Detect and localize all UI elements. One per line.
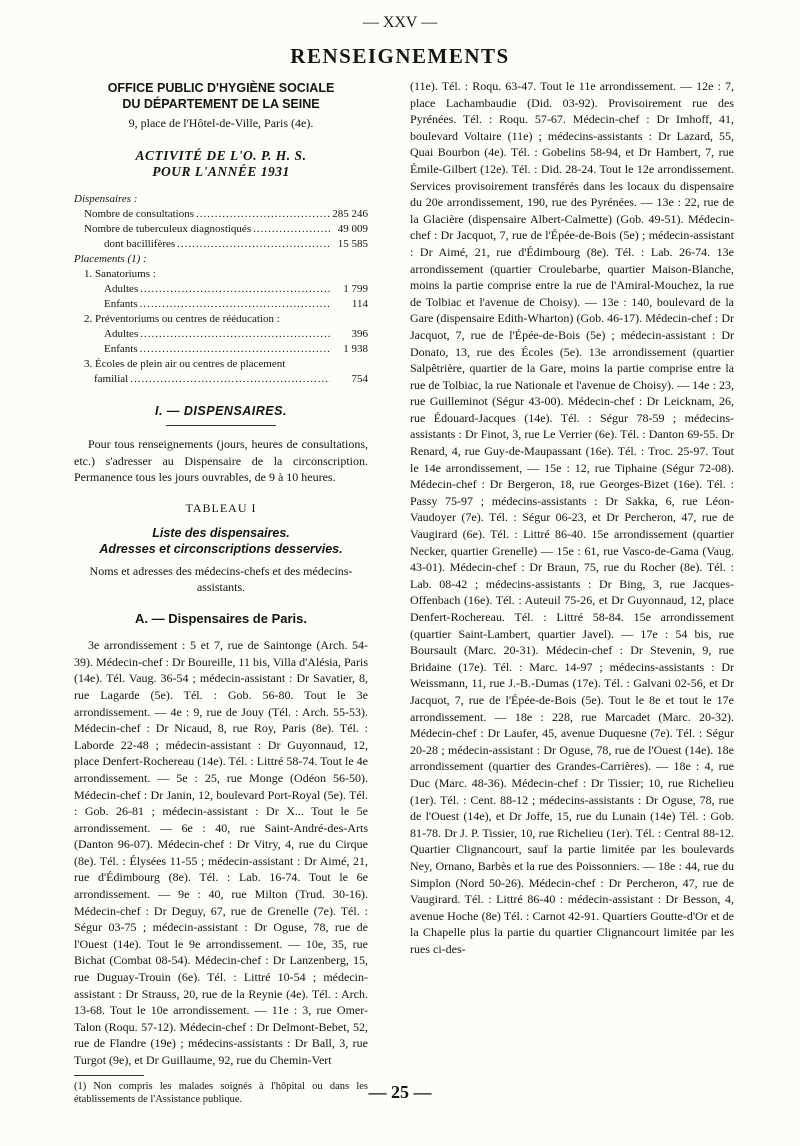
footnote-rule xyxy=(74,1075,144,1076)
stat-value: 114 xyxy=(351,297,368,310)
stat-label: Nombre de tuberculeux diagnostiqués xyxy=(84,222,252,235)
dispensaires-heading: Dispensaires : xyxy=(74,192,138,205)
list-title-line2: Adresses et circonscriptions desservies. xyxy=(99,541,343,556)
roman-page-number: — XXV — xyxy=(362,14,438,31)
stat-value: 1 799 xyxy=(343,282,368,295)
stat-label: Enfants xyxy=(104,297,138,310)
leader-dots xyxy=(140,282,330,297)
office-address: 9, place de l'Hôtel-de-Ville, Paris (4e). xyxy=(128,116,314,130)
stat-value: 49 009 xyxy=(337,222,368,235)
stat-value: 754 xyxy=(351,372,368,385)
leader-dots xyxy=(177,237,330,252)
stat-row-tuberculeux xyxy=(74,222,368,237)
leader-dots xyxy=(140,297,330,312)
stat-label: familial xyxy=(94,372,129,385)
office-title-line2: DU DÉPARTEMENT DE LA SEINE xyxy=(122,97,320,111)
names-note: Noms et adresses des médecins-chefs et des médecins-assistants. xyxy=(89,563,353,594)
stat-row-consultations xyxy=(74,207,368,222)
stat-row-sana-enfants xyxy=(74,297,368,312)
statistics-table xyxy=(74,192,368,387)
activity-line2: POUR L'ANNÉE 1931 xyxy=(152,163,290,179)
left-column xyxy=(74,80,368,1106)
stat-label: Adultes xyxy=(104,327,139,340)
stat-label: Nombre de consultations xyxy=(84,207,194,220)
table-title: TABLEAU I xyxy=(185,500,257,515)
stat-row-prev-adultes xyxy=(74,327,368,342)
stat-row-bacilliferes xyxy=(74,237,368,252)
stat-row-sana-adultes xyxy=(74,282,368,297)
list-title-line1: Liste des dispensaires. xyxy=(152,525,290,540)
leader-dots xyxy=(196,207,330,222)
page-title: RENSEIGNEMENTS xyxy=(290,44,510,68)
sanatoriums-label: 1. Sanatoriums : xyxy=(84,267,156,280)
preventoriums-label: 2. Préventoriums ou centres de rééducation : xyxy=(84,312,280,325)
stat-label: Enfants xyxy=(104,342,138,355)
leader-dots xyxy=(130,372,330,387)
activity-heading xyxy=(74,148,368,180)
activity-line1: ACTIVITÉ DE L'O. P. H. S. xyxy=(135,147,307,163)
stat-row-familial xyxy=(74,372,368,387)
list-title xyxy=(74,525,368,557)
section-rule xyxy=(166,425,276,426)
footnote: (1) Non compris les malades soignés à l'hôpital ou dans les établissements de l'Assistance publique. xyxy=(74,1080,368,1105)
page-number: — 25 — xyxy=(368,1082,432,1102)
office-title xyxy=(74,80,368,112)
sub-heading-paris: A. — Dispensaires de Paris. xyxy=(135,610,307,626)
ecoles-label: 3. Écoles de plein air ou centres de placement xyxy=(84,357,286,370)
dispensaries-list-left: 3e arrondissement : 5 et 7, rue de Saintonge (Arch. 54-39). Médecin-chef : Dr Boureille, 11 bis, Villa d'Alésia, Paris (14e). Tél. Vaug. 36-54 ; médecin-assistant : Dr Savatier, 8, rue Lagarde (5e). Tél. : Gob. 56-80. Tout le 3e arrondissement. — 4e : 9, rue de Jouy (Tél. : Arch. 55-53). Médecin-chef : Dr Nicaud, 8, rue Roy, Paris (8e). Tél. : Laborde 22-48 ; médecin-assistant : Dr Guyonnaud, 12, place Denfert-Rochereau (14e). Tél. : Littré 58-74. Tout le 4e arrondissement. — 5e : 25, rue Monge (Odéon 56-50). Médecin-chef : Dr Janin, 12, boulevard Port-Royal (5e). Tél. : Gob. 26-81 ; médecin-assistant : Dr X... Tout le 5e arrondissement. — 6e : 40, rue Saint-André-des-Arts (Danton 96-07). Médecin-chef : Dr Vitry, 4, rue du Cirque (8e). Tél. : Élysées 11-55 ; médecin-assistant : Dr Aimé, 21, rue d'Édimbourg (8e). Tél. : Lab. 16-74. Tout le 6e arrondissement. — 9e : 40, rue Milton (Trud. 30-16). Médecin-chef : Dr Deguy, 67, rue de Grenelle (7e). Tél. : Ségur 03-75 ; médecin-assistant : Dr Oguse, 78, rue de l'Ouest (14e). Tout le 9e arrondissement. — 10e, 35, rue Bichat (Combat 08-54). Médecin-chef : Dr Lanzenberg, 15, rue Duguay-Trouin (6e). Tél. : Littré 10-54 ; médecin-assistant : Dr Strauss, 20, rue de la Reynie (4e). Tél. : Arch. 13-68. Tout le 10e arrondissement. — 11e : 3, rue Omer-Talon (Roqu. 57-12). Médecin-chef : Dr Delmont-Bebet, 52, rue de Flandre (19e) ; médecins-assistants : Dr Ball, 3, rue Turgot (9e), et Dr Guillaume, 92, rue du Chemin-Vert xyxy=(74,638,368,1067)
stat-row-prev-enfants xyxy=(74,342,368,357)
stat-value: 1 938 xyxy=(343,342,368,355)
section-heading-dispensaires: I. — DISPENSAIRES. xyxy=(155,403,287,418)
leader-dots xyxy=(140,327,330,342)
office-title-line1: OFFICE PUBLIC D'HYGIÈNE SOCIALE xyxy=(107,81,335,95)
placements-heading: Placements (1) : xyxy=(74,252,147,265)
right-column xyxy=(410,78,734,957)
stat-label: dont bacillifères xyxy=(104,237,176,250)
leader-dots xyxy=(253,222,330,237)
stat-label: Adultes xyxy=(104,282,139,295)
leader-dots xyxy=(140,342,330,357)
intro-paragraph: Pour tous renseignements (jours, heures de consultations, etc.) s'adresser au Dispensaire de la circonscription. Permanence tous les jours ouvrables, de 9 à 10 heures. xyxy=(74,437,368,485)
dispensaries-list-right: (11e). Tél. : Roqu. 63-47. Tout le 11e arrondissement. — 12e : 7, place Lachambaudie (Did. 03-92). Provisoirement rue des Pyrénées. Tél. : Roqu. 57-67. Médecin-chef : Dr Imhoff, 41, boulevard Voltaire (11e) ; médecins-assistants : Dr Lazard, 55, Quai Bourbon (4e). Tél. : Gobelins 58-94, et Dr Hambert, 7, rue Émile-Gilbert (12e). Tél. : Did. 28-24. Tout le 12e arrondissement. Services provisoirement transférés dans les locaux du dispensaire du 20e arrondissement, 190, rue des Pyrénées. — 13e : 22, rue de la Glacière (dispensaire Albert-Calmette) (Gob. 49-51). Médecin-chef : Dr Jacquot, 7, rue de l'Épée-de-Bois (5e) ; médecin-assistant : Dr Aimé, 21, rue d'Édimbourg (8e). Tél. : Lab. 26-74. 13e arrondissement (quartier Croulebarbe, quartier Maison-Blanche, moins la partie comprise entre la rue de l'Amiral-Mouchez, la rue de Tolbiac et l'avenue de Choisy). — 13e : 140, boulevard de la Gare (dispensaire Edith-Wharton) (Gob. 46-17). Médecin-chef : Dr Jacquot, 7, rue de l'Épée-de-Bois (5e) ; médecin-assistant : Dr Donato, 13, rue des Écoles (5e). 13e arrondissement (quartier Salpêtrière, quartier de la Gare, moins la partie comprise entre la rue de Tolbiac, la rue Nationale et l'avenue de Choisy). — 14e : 23, rue Guilleminot (Ségur 43-00). Médecin-chef : Dr Leicknam, 26, rue Édouard-Jacques (14e). Tél. : Ségur 78-59 ; médecins-assistants : Dr Finot, 3, rue Le Verrier (6e). Tél. : Danton 69-55. Dr Renard, 4, rue Guy-de-Maupassant (16e). Tél. : Troc. 25-97. Tout le 14e arrondissement, — 15e : 12, rue Tiphaine (Ségur 72-08). Médecin-chef : Dr Bergeron, 18, rue Georges-Bizet (16e). Tél. : Passy 75-97 ; médecins-assistants : Dr Sakka, 6, rue Léon-Vaudoyer (7e). Tél. : Ségur 06-23, et Dr Percheron, 47, rue de Vaugirard (6e). Tél. : Littré 86-40. 15e arrondissement (quartier Necker, quartier Grenelle) — 15e : 61, rue Vasco-de-Gama (Vaug. 43-01). Médecin-chef : Dr Braun, 75, rue du Rocher (8e). Tél. : Lab. 08-42 ; médecins-assistants : Dr Bing, 3, rue Jacques-Offenbach (16e). Tél. : Auteuil 75-26, et Dr Guyonnaud, 12, place Denfert-Rochereau. Tél. : Littré 58-84. 15e arrondissement (quartier Saint-Lambert, quartier Javel). — 17e : 54 bis, rue Boursault (Marc. 20-31). Médecin-chef : Dr Stevenin, 9, rue Bridaine (17e). Tél. : Marc. 14-97 ; médecins-assistants : Dr Weissmann, 11, rue J.-B.-Dumas (17e). Tél. : Galvani 02-56, et Dr Jacquot, 7, rue de l'Épée-de-Bois (5e). Tout le 8e et tout le 17e arrondissement. — 18e : 228, rue Marcadet (Marc. 20-32). Médecin-chef : Dr Laufer, 45, avenue Duquesne (7e). Tél. : Ségur 20-28 ; médecin-assistant : Dr Oguse, 78, rue de l'Ouest (14e). 18e arrondissement (quartier des Grandes-Carrières). — 18e : 4, rue Duc (Marc. 48-36). Médecin-chef : Dr Tissier; 10, rue Richelieu (1er). Tél. : Cent. 88-12 ; médecins-assistants : Dr Oguse, 78, rue de l'Ouest (14e), et Dr Joffe, 15, rue du Lunain (14e) Tél. : Gob. 81-78. Dr J. P. Tissier, 10, rue Richelieu (1er). Tél. : Central 88-12. Quartier Clignancourt, sauf la partie limitée par les boulevards Ney, Ornano, Barbès et la rue des Poissonniers. — 18e : 44, rue du Simplon (Nord 50-26). Médecin-chef : Dr Percheron, 47, rue de Vaugirard. Tél. : Littré 86-40 : médecin-assistant : Dr Besson, 4, avenue Hoche (8e) Tél. : Carnot 42-91. Quartiers Goutte-d'Or et de la Chapelle plus la partie du quartier Clignancourt limitée par les rues ci-des- xyxy=(410,79,734,956)
stat-value: 396 xyxy=(351,327,368,340)
stat-value: 285 246 xyxy=(332,207,368,220)
stat-value: 15 585 xyxy=(337,237,368,250)
